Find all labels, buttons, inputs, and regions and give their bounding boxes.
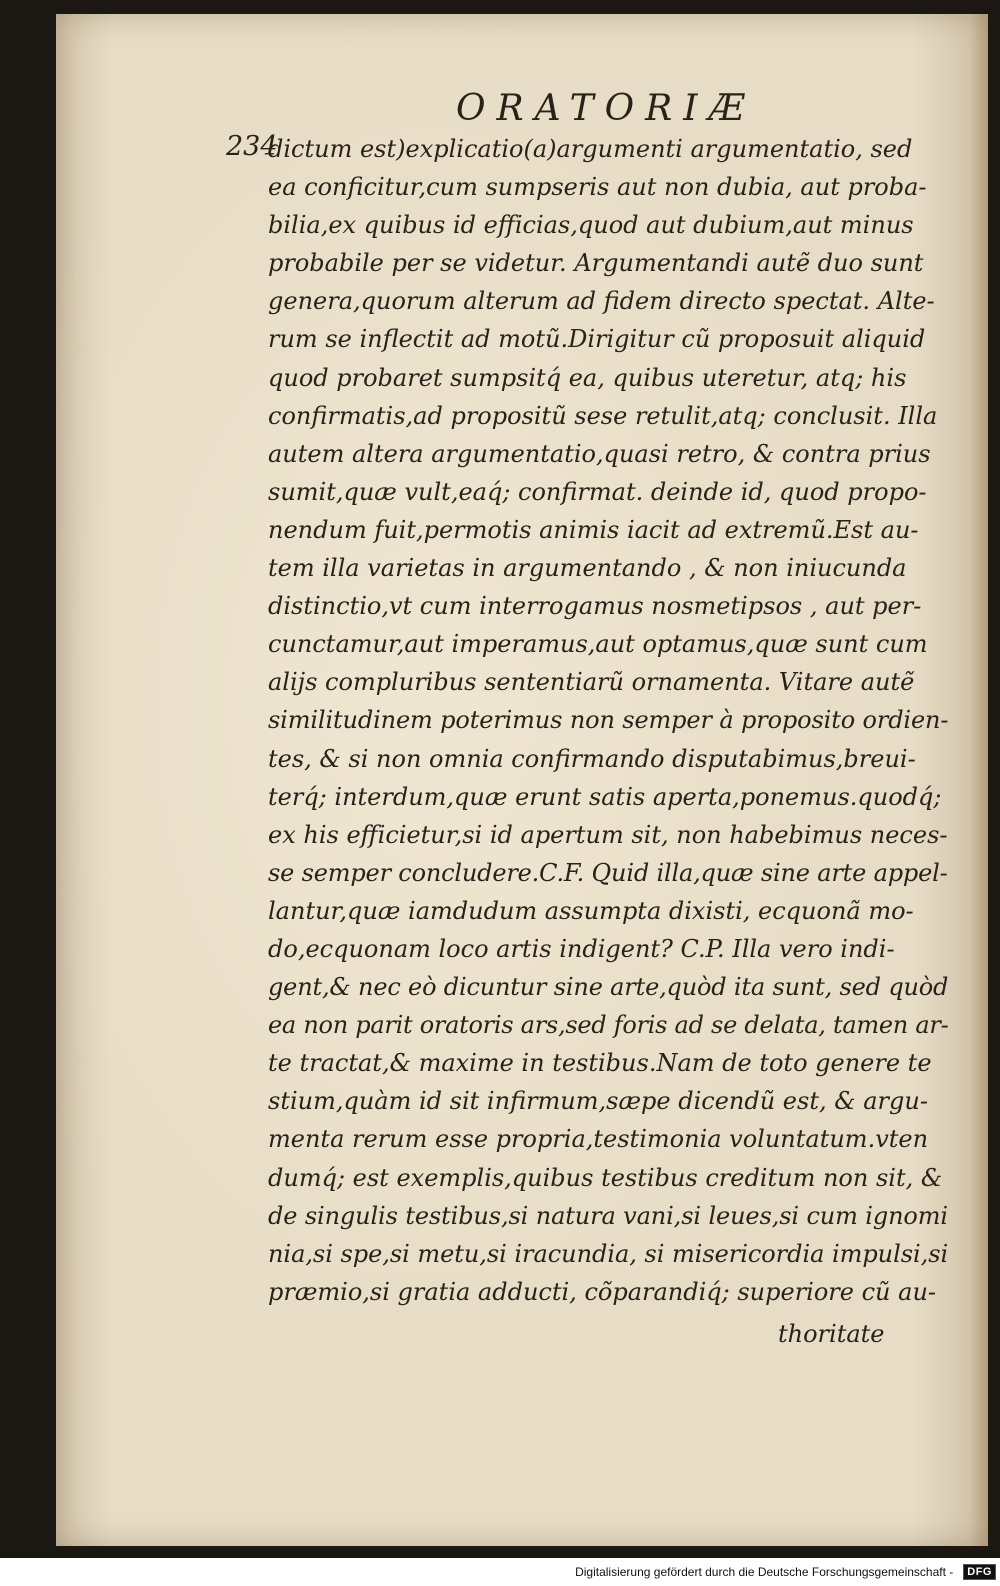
text-line: ex his efficietur,si id apertum sit, non habebimus neces- xyxy=(268,820,948,849)
text-line: præmio,si gratia adducti, cõparandiq́; superiore cũ au- xyxy=(268,1277,937,1306)
catchword: thoritate xyxy=(778,1320,885,1348)
text-line: bilia,ex quibus id efficias,quod aut dubium,aut minus xyxy=(268,211,914,240)
body-text xyxy=(268,130,948,1311)
footer-credit: Digitalisierung gefördert durch die Deutsche Forschungsgemeinschaft - xyxy=(571,1564,957,1580)
text-line: dumq́; est exemplis,quibus testibus creditum non sit, & xyxy=(268,1163,943,1192)
text-line: menta rerum esse propria,testimonia voluntatum.vten xyxy=(268,1125,929,1154)
text-line: gent,& nec eò dicuntur sine arte,quòd ita sunt, sed quòd xyxy=(268,973,949,1002)
text-line: sumit,quæ vult,eaq́; confirmat. deinde id, quod propo- xyxy=(268,477,927,506)
page-number: 234 xyxy=(226,131,278,162)
text-line: distinctio,vt cum interrogamus nosmetipsos , aut per- xyxy=(268,592,922,621)
text-line: de singulis testibus,si natura vani,si leues,si cum ignomi xyxy=(268,1201,948,1230)
text-line: cunctamur,aut imperamus,aut optamus,quæ sunt cum xyxy=(268,630,928,659)
text-line: rum se inflectit ad motũ.Dirigitur cũ proposuit aliquid xyxy=(268,325,926,354)
text-line: tes, & si non omnia confirmando disputabimus,breui- xyxy=(268,744,916,773)
text-line: nendum fuit,permotis animis iacit ad extremũ.Est au- xyxy=(268,515,919,544)
text-line: do,ecquonam loco artis indigent? C.P. Illa vero indi- xyxy=(268,934,895,963)
text-line: probabile per se videtur. Argumentandi autẽ duo sunt xyxy=(268,249,924,278)
text-line: nia,si spe,si metu,si iracundia, si misericordia impulsi,si xyxy=(268,1239,949,1268)
text-line: ea conficitur,cum sumpseris aut non dubia, aut proba- xyxy=(268,173,927,202)
running-head: ORATORIÆ xyxy=(456,88,756,129)
text-line: quod probaret sumpsitq́ ea, quibus uteretur, atq; his xyxy=(268,363,907,392)
text-line: stium,quàm id sit infirmum,sæpe dicendũ est, & argu- xyxy=(268,1087,928,1116)
text-line: lantur,quæ iamdudum assumpta dixisti, ecquonã mo- xyxy=(268,896,914,925)
page-edge-shadow xyxy=(970,14,988,1546)
text-line: genera,quorum alterum ad fidem directo spectat. Alte- xyxy=(268,287,935,316)
text-line: tem illa varietas in argumentando , & non iniucunda xyxy=(268,554,907,583)
text-line: terq́; interdum,quæ erunt satis aperta,ponemus.quodq́; xyxy=(268,782,942,811)
text-line: te tractat,& maxime in testibus.Nam de toto genere te xyxy=(268,1049,932,1078)
text-line: dictum est)explicatio(a)argumenti argumentatio, sed xyxy=(268,135,913,163)
text-line: autem altera argumentatio,quasi retro, & contra prius xyxy=(268,439,931,468)
text-line: se semper concludere.C.F. Quid illa,quæ sine arte appel- xyxy=(268,858,948,887)
text-line: similitudinem poterimus non semper à proposito ordien- xyxy=(268,706,949,735)
text-line: alijs compluribus sententiarũ ornamenta. Vitare autẽ xyxy=(268,668,915,697)
dfg-logo: DFG xyxy=(963,1564,996,1580)
footer xyxy=(571,1562,996,1582)
text-line: confirmatis,ad propositũ sese retulit,atq; conclusit. Illa xyxy=(268,401,938,430)
text-line: ea non parit oratoris ars,sed foris ad se delata, tamen ar- xyxy=(268,1011,949,1040)
